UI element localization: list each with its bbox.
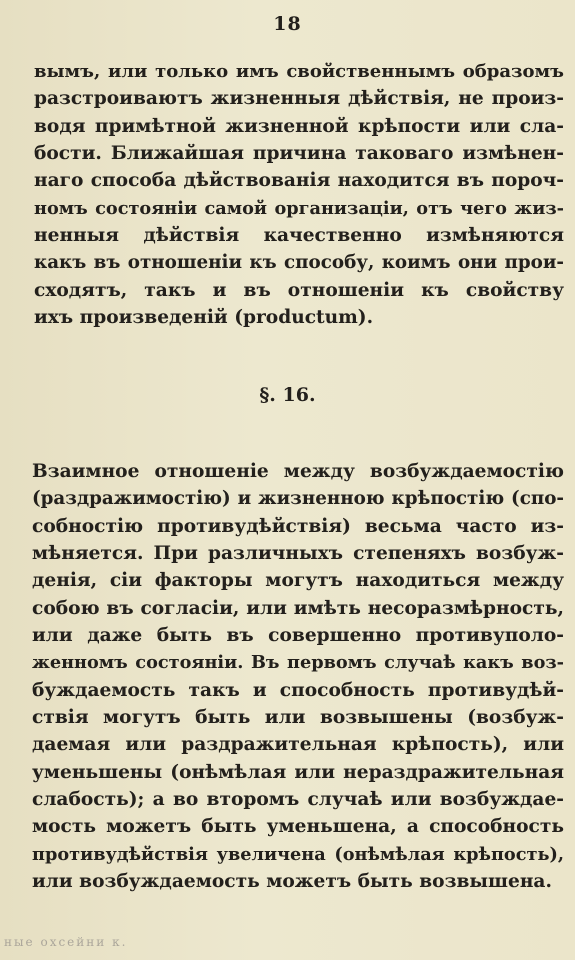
- section-heading: §. 16.: [259, 384, 316, 406]
- text-line: наго способа дѣйствованія находится въ пороч-: [34, 170, 564, 192]
- text-line: (раздражимостію) и жизненною крѣпостію (спо-: [32, 488, 564, 510]
- text-line: или возбуждаемость можетъ быть возвышена.: [32, 871, 552, 893]
- text-line: разстроиваютъ жизненныя дѣйствія, не произ-: [34, 88, 564, 110]
- text-line: какъ въ отношеніи къ способу, коимъ они прои-: [34, 252, 564, 274]
- text-line: Взаимное отношеніе между возбуждаемостію: [32, 461, 564, 482]
- text-line: ненныя дѣйствія качественно измѣняются: [34, 225, 564, 247]
- text-line: даемая или раздражительная крѣпость), или: [32, 734, 564, 756]
- text-line: собностію противудѣйствія) весьма часто из-: [32, 515, 564, 537]
- text-line: ихъ произведеній (productum).: [34, 307, 374, 329]
- page-number: 18: [273, 13, 302, 35]
- text-line: или даже быть въ совершенно противуполо-: [32, 625, 564, 647]
- text-line: вымъ, или только имъ свойственнымъ образомъ: [34, 61, 564, 82]
- text-line: слабость); а во второмъ случаѣ или возбуждае-: [32, 789, 564, 811]
- text-line: ствія могутъ быть или возвышены (возбуж-: [32, 707, 564, 729]
- text-line: женномъ состояніи. Въ первомъ случаѣ какъ воз-: [32, 652, 564, 674]
- text-line: собою въ согласіи, или имѣть несоразмѣрность,: [32, 597, 564, 619]
- bleed-through-text: ные охсейни к.: [4, 935, 128, 949]
- text-line: уменьшены (онѣмѣлая или нераздражительная: [32, 761, 564, 783]
- paragraph-section-16: [32, 458, 564, 896]
- text-line: буждаемость такъ и способность противудѣй-: [32, 679, 564, 701]
- text-line: противудѣйствія увеличена (онѣмѣлая крѣпость),: [32, 843, 564, 865]
- text-line: сходятъ, такъ и въ отношеніи къ свойству: [34, 279, 564, 301]
- text-line: номъ состояніи самой организаціи, отъ чего жиз-: [34, 197, 564, 219]
- text-line: мость можетъ быть уменьшена, а способность: [32, 816, 564, 838]
- text-line: водя примѣтной жизненной крѣпости или сла-: [34, 115, 564, 137]
- text-line: бости. Ближайшая причина таковаго измѣнен-: [34, 143, 564, 165]
- text-line: денія, сіи факторы могутъ находиться между: [32, 570, 564, 592]
- paragraph-continued: [34, 58, 564, 331]
- text-line: мѣняется. При различныхъ степеняхъ возбуж-: [32, 543, 564, 565]
